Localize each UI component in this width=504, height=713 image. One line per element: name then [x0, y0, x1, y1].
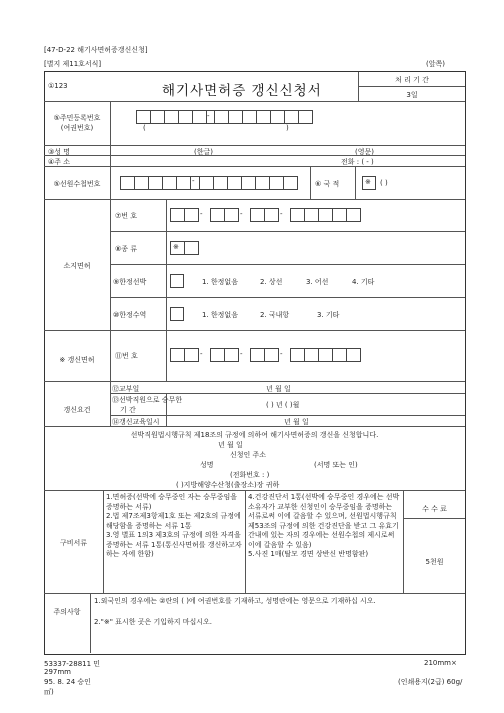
rrn-label: ⑤주민등록번호 [53, 114, 101, 122]
waters-opt-2: 2. 국내항 [260, 311, 290, 319]
passport-paren-close: ) [286, 124, 289, 132]
rrn-dash: - [207, 112, 210, 120]
passport-label: (여권번호) [60, 124, 94, 132]
attachment-label: [별지 제11호서식] [44, 60, 102, 68]
seaman-book-dash: - [192, 177, 195, 185]
restricted-vessel-box[interactable] [170, 274, 184, 288]
footer-paper: (인쇄용지(2급) 60g/ [398, 678, 463, 686]
documents-list-1 [106, 493, 243, 560]
documents-list-2-text: 4.건강진단서 1통(선박에 승무중인 경우에는 선박소유자가 교부한 신청인이 승무중임을 증명하는 서류로써 이에 갈음할 수 있으며, 선원법시행규칙 제53조의 규정에 의한 건강진단을 받고 그 유효기간내에 있는 자의 경우에는 선원수첩의 제시로써 이에 갈음할 수 있음) 5.사진 1매(탈모 경면 상반신 반명함판) [248, 493, 400, 558]
passport-paren-open: ( [143, 124, 146, 132]
vessel-opt-3: 3. 어선 [306, 278, 329, 286]
renewal-dash-2: - [240, 350, 243, 358]
applicant-phone: (전화번호 : ) [230, 471, 270, 479]
statement-date[interactable]: 년 월 일 [218, 441, 243, 449]
statement-line: 선박직원법시행규칙 제18조의 규정에 의하여 해기사면허증의 갱신을 신청합니다. [130, 431, 379, 439]
nationality-star: ※ [365, 178, 371, 186]
issue-date-value[interactable]: 년 월 일 [266, 385, 291, 393]
license-section-label: 소지면허 [63, 262, 91, 270]
issue-date-label: ⑫교부일 [112, 385, 140, 393]
career-label-2: 기 간 [120, 406, 136, 414]
renewal-number-group1[interactable] [170, 348, 198, 362]
name-label: ③성 명 [48, 148, 71, 156]
license-dash-2: - [240, 210, 243, 218]
career-label-1: ⑬선박직원으로 승무한 [112, 396, 183, 404]
rrn-back-boxes[interactable] [214, 110, 312, 124]
phone-field[interactable]: 전화 : ( - ) [341, 158, 374, 166]
waters-opt-3: 3. 기타 [317, 311, 340, 319]
license-type-label: ⑧종 류 [115, 245, 138, 253]
renewal-dash-1: - [200, 350, 203, 358]
license-type-star: ※ [173, 243, 179, 251]
education-date-value[interactable]: 년 월 일 [284, 418, 309, 426]
license-number-group3[interactable] [250, 208, 278, 222]
notes-line-2: 2."※" 표시한 곳은 기입하지 마십시오. [94, 618, 213, 626]
renewal-number-group4[interactable] [290, 348, 360, 362]
restricted-waters-label: ⑩한정수역 [113, 311, 147, 319]
nationality-label: ⑥ 국 적 [315, 180, 340, 188]
processing-period-label: 처 리 기 간 [395, 76, 429, 84]
name-korean-field[interactable]: (한글) [194, 148, 213, 156]
fee-label: 수 수 료 [422, 505, 447, 513]
documents-list-1-text: 1.면허증(선박에 승무중인 자는 승무중임을 증명하는 서류) 2.법 제7조제3항제1호 또는 제2호의 규정에 해당함을 증명하는 서류 1통 3.영 별표 1의3 제3호의 규정에 의한 자격을 증명하는 서류 1통(통신사면허를 갱신하고자 하는 자에 한함) [106, 493, 242, 558]
license-number-label: ⑦번 호 [115, 212, 138, 220]
address-label: ④주 소 [48, 158, 71, 166]
seaman-book-label: ⑤선원수첩번호 [53, 180, 101, 188]
processing-period-value: 3일 [406, 91, 418, 99]
vessel-opt-2: 2. 상선 [260, 278, 283, 286]
applicant-address-label: 신청인 주소 [230, 451, 267, 459]
license-number-group4[interactable] [290, 208, 360, 222]
renewal-number-group2[interactable] [210, 348, 238, 362]
license-dash-1: - [200, 210, 203, 218]
signature-label[interactable]: (서명 또는 인) [314, 461, 358, 469]
restricted-vessel-label: ⑨한정선박 [113, 278, 147, 286]
footer-unit: ㎡) [44, 688, 54, 696]
education-date-label: ⑭갱신교육일시 [112, 418, 160, 426]
renewal-number-label: ⑪번 호 [115, 352, 138, 360]
footer-approval: 95. 8. 24 승인 [44, 678, 91, 686]
license-number-group2[interactable] [210, 208, 238, 222]
waters-opt-1: 1. 한정없음 [202, 311, 238, 319]
front-side-label: (앞쪽) [426, 60, 445, 68]
notes-line-1: 1.외국인의 경우에는 ②란의 ( )에 여권번호를 기재하고, 성명란에는 영문으로 기재하십 시오. [94, 597, 376, 605]
vessel-opt-4: 4. 기타 [352, 278, 375, 286]
footer-size-width: 210mm× [424, 659, 457, 667]
notes-section-label: 주의사항 [53, 608, 81, 616]
nationality-paren: ( ) [380, 179, 388, 187]
footer-size-height: 297mm [44, 668, 71, 676]
applicant-name-label: 성명 [200, 461, 214, 469]
vessel-opt-1: 1. 한정없음 [202, 278, 238, 286]
license-dash-3: - [280, 210, 283, 218]
form-code: [47-D-22 해기사면허증갱신신청] [44, 46, 148, 54]
form-title: 해기사면허증 갱신신청서 [162, 83, 322, 99]
license-number-group1[interactable] [170, 208, 198, 222]
requirements-section-label: 갱신요건 [63, 406, 91, 414]
documents-section-label: 구비서류 [59, 539, 88, 547]
restricted-waters-box[interactable] [170, 307, 184, 321]
name-english-field[interactable]: (영문) [355, 148, 374, 156]
seaman-book-back-boxes[interactable] [199, 176, 297, 190]
fee-value: 5천원 [425, 558, 444, 566]
renewal-number-group3[interactable] [250, 348, 278, 362]
form-number: ①123 [48, 82, 68, 90]
documents-list-2 [248, 493, 401, 560]
renewal-dash-3: - [280, 350, 283, 358]
renewal-section-label: ※ 갱신면허 [59, 356, 95, 364]
addressee: ( )지방해양수산청(출장소)장 귀하 [176, 481, 280, 489]
career-value[interactable]: ( ) 년 ( )월 [266, 401, 300, 409]
footer-code: 53337-28811 민 [44, 660, 101, 668]
